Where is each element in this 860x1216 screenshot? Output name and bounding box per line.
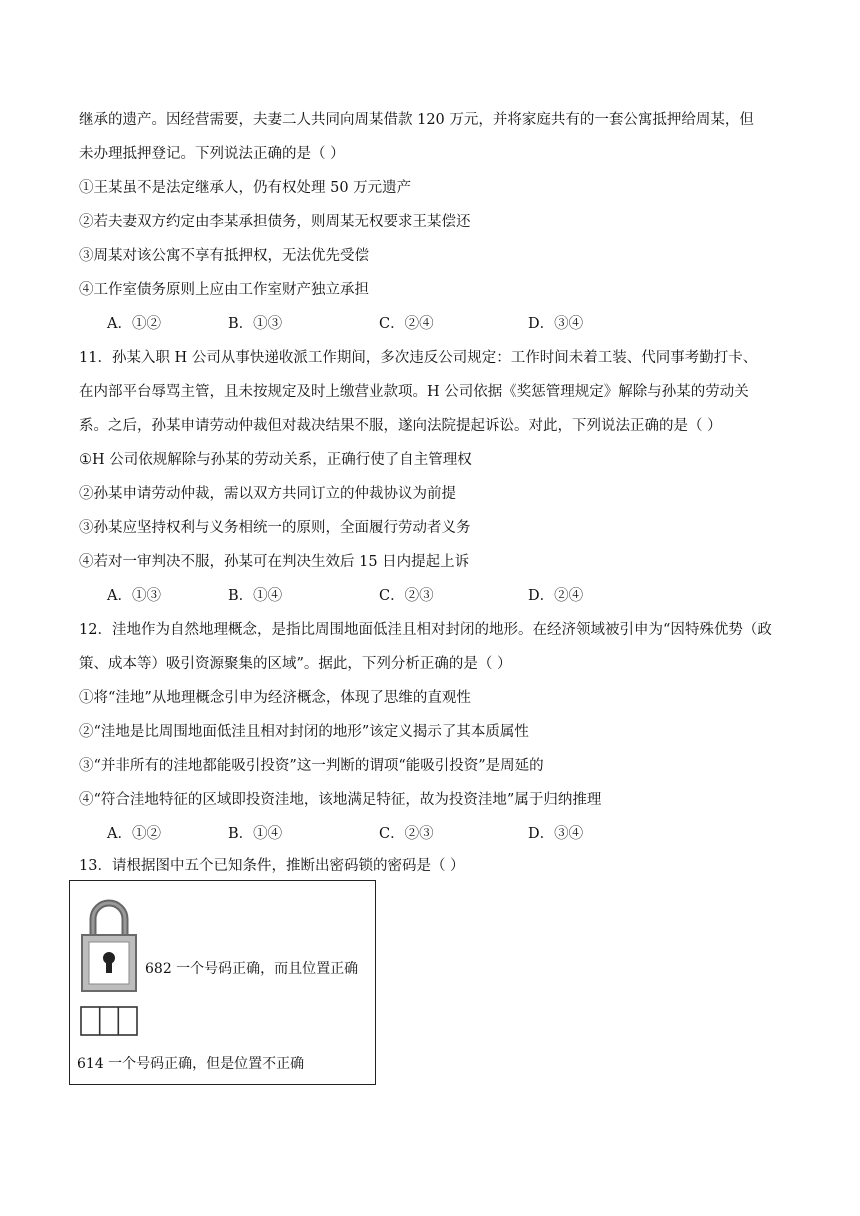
- q13-clue-2: 614 一个号码正确，但是位置不正确: [77, 1056, 305, 1072]
- q13-clue-1: 682 一个号码正确，而且位置正确: [145, 961, 359, 977]
- q11-text-line-2: 在内部平台辱骂主管，且未按规定及时上缴营业款项。H 公司依据《奖惩管理规定》解除与孙某的劳动关: [79, 384, 749, 400]
- q11-option-a[interactable]: A．①③: [107, 588, 161, 604]
- q11-option-b[interactable]: B．①④: [228, 588, 283, 604]
- q10-statement-3: ③周某对该公寓不享有抵押权，无法优先受偿: [79, 248, 369, 264]
- q12-text-line-1: 12．洼地作为自然地理概念，是指比周围地面低洼且相对封闭的地形。在经济领域被引申为“因特殊优势（政: [79, 622, 772, 638]
- q11-option-c[interactable]: C．②③: [379, 588, 434, 604]
- q10-statement-1: ①王某虽不是法定继承人，仍有权处理 50 万元遗产: [79, 180, 412, 196]
- q12-text-line-2: 策、成本等）吸引资源聚集的区域”。据此，下列分析正确的是（ ）: [79, 656, 512, 672]
- q10-option-a[interactable]: A．①②: [107, 316, 161, 332]
- q10-option-b[interactable]: B．①③: [228, 316, 283, 332]
- q10-option-d[interactable]: D．③④: [528, 316, 584, 332]
- q11-option-d[interactable]: D．②④: [528, 588, 584, 604]
- q10-text-line-2: 未办理抵押登记。下列说法正确的是（ ）: [79, 146, 345, 162]
- q12-option-d[interactable]: D．③④: [528, 826, 584, 842]
- q12-statement-3: ③“并非所有的洼地都能吸引投资”这一判断的谓项“能吸引投资”是周延的: [79, 758, 544, 774]
- q10-statement-2: ②若夫妻双方约定由李某承担债务，则周某无权要求王某偿还: [79, 214, 471, 230]
- q12-option-a[interactable]: A．①②: [107, 826, 161, 842]
- q12-statement-2: ②“洼地是比周围地面低洼且相对封闭的地形”该定义揭示了其本质属性: [79, 724, 529, 740]
- q10-text-line-1: 继承的遗产。因经营需要，夫妻二人共同向周某借款 120 万元，并将家庭共有的一套公寓抵押给周某，但: [79, 112, 754, 128]
- q11-statement-4: ④若对一审判决不服，孙某可在判决生效后 15 日内提起上诉: [79, 554, 470, 570]
- q11-text-line-1: 11．孙某入职 H 公司从事快递收派工作期间，多次违反公司规定：工作时间未着工装、代同事考勤打卡、: [79, 350, 758, 366]
- q11-statement-1: ①H 公司依规解除与孙某的劳动关系，正确行使了自主管理权: [79, 452, 472, 468]
- q13-figure: [69, 880, 376, 1085]
- q11-text-line-3: 系。之后，孙某申请劳动仲裁但对裁决结果不服，遂向法院提起诉讼。对此，下列说法正确的是（ ）: [79, 418, 722, 434]
- padlock-icon: [80, 895, 138, 995]
- q11-statement-2: ②孙某申请劳动仲裁，需以双方共同订立的仲裁协议为前提: [79, 486, 456, 502]
- q12-option-b[interactable]: B．①④: [228, 826, 283, 842]
- q10-statement-4: ④工作室债务原则上应由工作室财产独立承担: [79, 282, 369, 298]
- three-digit-boxes-icon: [80, 1006, 138, 1038]
- q12-option-c[interactable]: C．②③: [379, 826, 434, 842]
- q10-option-c[interactable]: C．②④: [379, 316, 434, 332]
- q13-text-line: 13．请根据图中五个已知条件，推断出密码锁的密码是（ ）: [79, 858, 465, 874]
- q12-statement-1: ①将“洼地”从地理概念引申为经济概念，体现了思维的直观性: [79, 690, 471, 706]
- q12-statement-4: ④“符合洼地特征的区域即投资洼地，该地满足特征，故为投资洼地”属于归纳推理: [79, 792, 602, 808]
- q11-statement-3: ③孙某应坚持权利与义务相统一的原则，全面履行劳动者义务: [79, 520, 471, 536]
